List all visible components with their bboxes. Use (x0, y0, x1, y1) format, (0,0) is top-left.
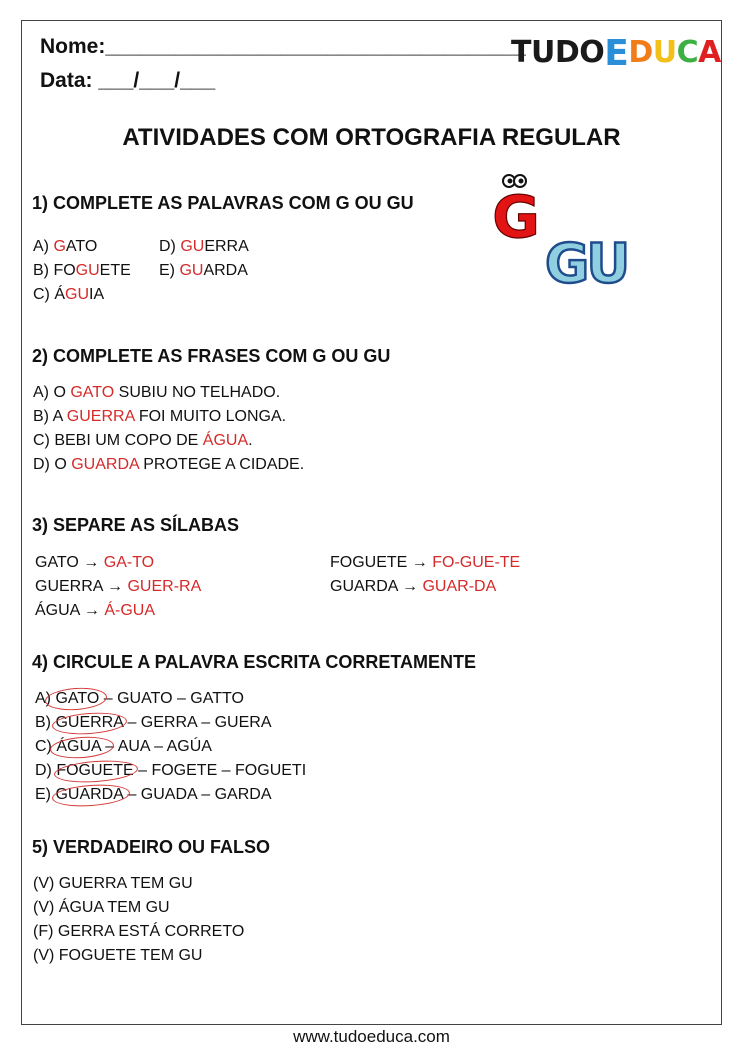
list-item: GUARDA → GUAR-DA (330, 578, 497, 595)
gu-letters-illustration (543, 228, 633, 292)
logo-part-e-book-icon: E (604, 33, 629, 74)
list-item: D) FOGUETE – FOGETE – FOGUETI (35, 762, 307, 779)
section-1-heading: 1) COMPLETE AS PALAVRAS COM G OU GU (32, 193, 414, 213)
list-item: (V) GUERRA TEM GU (33, 875, 193, 892)
logo-part-d: D (628, 35, 653, 70)
list-item: E) GUARDA – GUADA – GARDA (35, 786, 272, 803)
list-item: A) GATO – GUATO – GATTO (35, 690, 244, 707)
list-item: C) ÁGUA – AUA – AGÚA (35, 738, 212, 755)
section-2-lines (33, 381, 304, 477)
list-item: B) FOGUETE (33, 262, 131, 279)
list-item: E) GUARDA (159, 262, 248, 279)
section-3-heading: 3) SEPARE AS SÍLABAS (32, 515, 240, 535)
list-item: FOGUETE → FO-GUE-TE (330, 554, 521, 571)
list-item: (V) FOGUETE TEM GU (33, 947, 203, 964)
section-5-lines (33, 872, 244, 968)
page-title: ATIVIDADES COM ORTOGRAFIA REGULAR (122, 124, 621, 151)
list-item: C) ÁGUIA (33, 286, 105, 303)
list-item: D) O GUARDA PROTEGE A CIDADE. (33, 456, 305, 473)
section-3-column-1 (35, 551, 201, 623)
list-item: (F) GERRA ESTÁ CORRETO (33, 923, 245, 940)
section-4-heading: 4) CIRCULE A PALAVRA ESCRITA CORRETAMENTE (32, 652, 476, 672)
section-2-heading: 2) COMPLETE AS FRASES COM G OU GU (32, 346, 391, 366)
svg-text:GU: GU (545, 232, 628, 292)
name-field-label: Nome:____________________________________ (40, 35, 526, 58)
list-item: ÁGUA → Á-GUA (35, 602, 156, 619)
svg-text:G: G (492, 183, 540, 242)
section-1-column-1 (33, 235, 131, 307)
list-item: GATO → GA-TO (35, 554, 155, 571)
list-item: B) A GUERRA FOI MUITO LONGA. (33, 408, 287, 425)
logo-part-a: A (698, 35, 721, 70)
list-item: B) GUERRA – GERRA – GUERA (35, 714, 272, 731)
tudoeduca-logo (511, 30, 721, 74)
logo-part-c: C (676, 35, 699, 70)
list-item: (V) ÁGUA TEM GU (33, 899, 170, 916)
section-3-column-2 (330, 551, 520, 599)
list-item: A) O GATO SUBIU NO TELHADO. (33, 384, 281, 401)
cartoon-g-letter-illustration (485, 172, 547, 242)
logo-part-tudo: TUDO (511, 35, 605, 70)
section-1-column-2 (159, 235, 249, 283)
logo-part-u: U (652, 35, 677, 70)
list-item: D) GUERRA (159, 238, 249, 255)
list-item: C) BEBI UM COPO DE ÁGUA. (33, 432, 253, 449)
date-field-label: Data: ___/___/___ (40, 69, 216, 92)
list-item: A) GATO (33, 238, 98, 255)
list-item: GUERRA → GUER-RA (35, 578, 202, 595)
section-5-heading: 5) VERDADEIRO OU FALSO (32, 837, 271, 857)
footer-website-link[interactable]: www.tudoeduca.com (293, 1027, 450, 1046)
